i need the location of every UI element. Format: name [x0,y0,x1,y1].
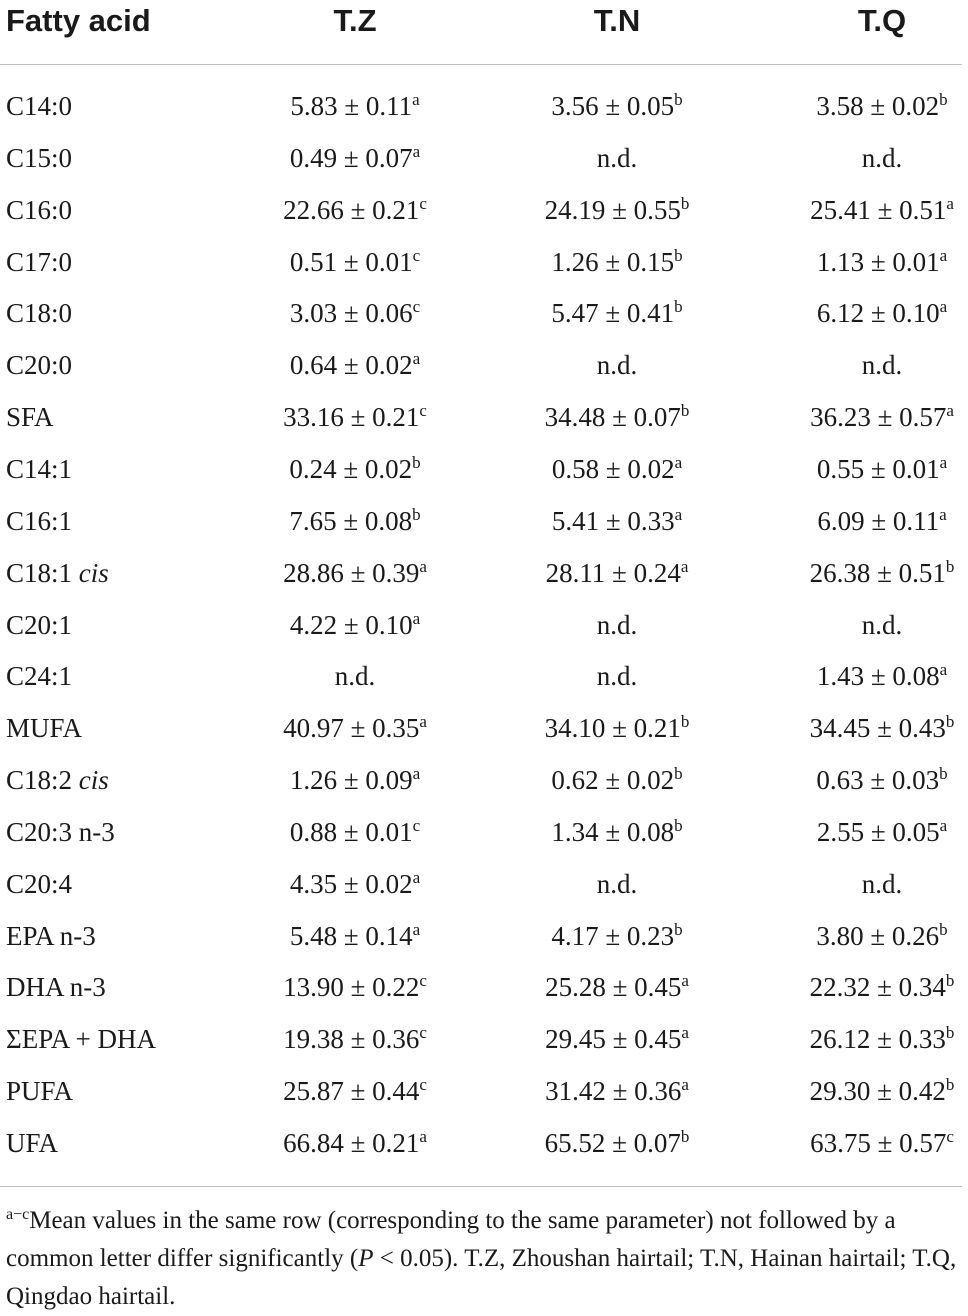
cell-value: 3.56 ± 0.05 [551,91,675,121]
significance-letter: b [680,193,690,213]
cell-value: 4.22 ± 0.10 [289,609,413,640]
table-cell [551,806,682,858]
footnote-p-symbol: P [358,1245,374,1272]
table-cell [810,702,955,754]
significance-letter: a [412,141,421,161]
significance-letter: b [674,297,683,317]
table-cell [289,443,420,495]
significance-letter: a [412,867,421,887]
significance-letter: b [412,452,421,472]
cell-value: 25.41 ± 0.51 [810,194,947,225]
table-cell [551,910,682,962]
cell-value: 1.13 ± 0.01 [816,246,940,277]
row-label [6,287,72,339]
table-cell [817,236,947,288]
significance-letter: b [680,401,690,421]
table-cell [546,547,689,599]
significance-letter: b [674,815,683,835]
table-cell [551,287,682,339]
header-rule [0,64,962,65]
row-label-italic: cis [78,557,109,588]
table-row [0,910,968,962]
table-cell [283,961,427,1013]
table-cell [290,287,420,339]
row-label-text: C16:1 [6,505,73,536]
table-row [0,287,968,339]
cell-value: 31.42 ± 0.36 [545,1076,682,1107]
table-row [0,1013,968,1065]
table-cell [817,650,947,702]
significance-letter: a [681,1023,689,1043]
cell-value: 2.55 ± 0.05 [816,816,940,847]
cell-value: 3.58 ± 0.02 [816,91,940,121]
significance-letter: a [419,556,427,576]
significance-letter: a [939,815,948,835]
table-row [0,961,968,1013]
table-row [0,599,968,651]
cell-value: 36.23 ± 0.57 [810,402,947,433]
table-footnote [6,1202,964,1316]
cell-value: 33.16 ± 0.21 [283,402,420,433]
table-cell [545,961,689,1013]
table-row [0,1065,968,1117]
table-cell [816,754,947,806]
cell-value: n.d. [596,609,638,640]
row-label [6,236,72,288]
cell-value: 3.80 ± 0.26 [816,920,940,951]
significance-letter: a [946,401,954,421]
table-row [0,806,968,858]
significance-letter: b [674,245,683,265]
table-cell [289,495,420,547]
table-row [0,650,968,702]
table-cell [545,391,690,443]
cell-value: 0.58 ± 0.02 [551,453,675,484]
table-cell [283,1065,427,1117]
significance-letter: a [939,660,948,680]
table-cell [545,1013,689,1065]
row-label-text: C20:3 n-3 [6,816,115,847]
cell-value: 13.90 ± 0.22 [283,972,420,1003]
row-label [6,184,72,236]
table-cell [817,287,947,339]
significance-letter: a [419,1127,427,1146]
table-row [0,754,968,806]
table-row [0,495,968,547]
row-label-text: C16:0 [6,194,73,225]
table-cell [597,599,638,651]
significance-letter: c [419,1023,427,1043]
cell-value: 0.62 ± 0.02 [551,765,675,796]
table-row [0,184,968,236]
significance-letter: c [419,193,427,213]
row-label-text: C24:1 [6,661,73,692]
table-cell [810,547,955,599]
cell-value: 1.26 ± 0.15 [551,246,675,277]
table-cell [552,443,682,495]
table-cell [290,599,420,651]
cell-value: 5.83 ± 0.11 [290,91,413,121]
significance-letter: b [412,504,421,524]
cell-value: 3.03 ± 0.06 [289,298,413,329]
table-cell [290,339,420,391]
table-cell [552,495,682,547]
row-label-text: C14:0 [6,91,73,121]
row-label-text: MUFA [6,713,83,744]
table-cell [810,184,954,236]
row-label-text: C18:2 [6,765,79,796]
cell-value: 7.65 ± 0.08 [289,505,413,536]
cell-value: 6.09 ± 0.11 [817,505,940,536]
row-label [6,961,106,1013]
table-cell [817,495,946,547]
table-cell [545,184,690,236]
cell-value: 1.26 ± 0.09 [289,765,413,796]
significance-letter: a [939,245,948,265]
table-cell [290,80,419,132]
table-cell [283,391,427,443]
cell-value: 26.12 ± 0.33 [809,1024,946,1055]
significance-letter: c [419,1075,427,1095]
table-cell [816,80,947,132]
cell-value: 5.47 ± 0.41 [551,298,675,329]
significance-letter: a [680,556,689,576]
significance-letter: a [412,90,420,109]
significance-letter: a [412,919,421,939]
cell-value: 0.51 ± 0.01 [289,246,413,277]
cell-value: 0.24 ± 0.02 [289,453,413,484]
cell-value: 22.32 ± 0.34 [809,972,946,1003]
table-cell [817,443,947,495]
table-cell [283,547,427,599]
cell-value: 1.34 ± 0.08 [551,816,675,847]
cell-value: 40.97 ± 0.35 [283,713,420,744]
cell-value: 29.30 ± 0.42 [809,1076,946,1107]
table-cell [597,650,638,702]
row-label [6,910,96,962]
table-cell [862,599,903,651]
row-label [6,806,115,858]
row-label [6,80,72,132]
cell-value: 5.48 ± 0.14 [289,920,413,951]
row-label [6,1117,58,1169]
significance-letter: b [674,919,683,939]
row-label [6,754,109,806]
header-tq: T.Q [857,3,907,38]
significance-letter: a [681,1075,689,1095]
significance-letter: a [674,452,683,472]
table-row [0,443,968,495]
cell-value: 34.48 ± 0.07 [544,402,681,433]
cell-value: 5.41 ± 0.33 [551,505,675,536]
significance-letter: b [945,556,955,576]
row-label [6,339,72,391]
significance-letter: a [939,452,948,472]
row-label [6,132,72,184]
cell-value: 63.75 ± 0.57 [810,1128,947,1158]
table-cell [290,806,420,858]
significance-letter: c [419,401,427,421]
cell-value: 0.49 ± 0.07 [289,142,413,173]
footnote-text-1: Mean values in the same row (corresponding to the same parameter) not followed by a common letter differ significantly ( [6,1207,896,1272]
significance-letter: a [412,764,421,784]
table-cell [597,132,638,184]
table-header [0,0,968,50]
row-label-text: C20:4 [6,868,73,899]
cell-value: 0.55 ± 0.01 [816,453,940,484]
cell-value: 34.45 ± 0.43 [809,713,946,744]
cell-value: 25.28 ± 0.45 [545,972,682,1003]
significance-letter: c [412,297,421,317]
significance-letter: a [419,712,427,732]
row-label [6,547,109,599]
table-cell [335,650,376,702]
table-row [0,339,968,391]
table-cell [290,858,420,910]
significance-letter: b [680,1127,690,1146]
cell-value: 26.38 ± 0.51 [809,557,946,588]
table-cell [862,132,903,184]
row-label-text: C18:1 [6,557,79,588]
table-cell [862,339,903,391]
significance-letter: a [939,504,947,524]
cell-value: 29.45 ± 0.45 [545,1024,682,1055]
header-tz: T.Z [333,3,377,38]
significance-letter: c [412,815,421,835]
cell-value: 28.11 ± 0.24 [545,557,681,588]
cell-value: 34.10 ± 0.21 [544,713,681,744]
table-cell [810,391,954,443]
row-label-text: C20:1 [6,609,73,640]
significance-letter: b [945,971,955,991]
cell-value: 28.86 ± 0.39 [283,557,420,588]
table-cell [810,961,955,1013]
cell-value: n.d. [596,142,638,173]
table-cell [816,910,947,962]
table-cell [551,236,682,288]
cell-value: 4.35 ± 0.02 [289,868,413,899]
row-label [6,391,54,443]
cell-value: n.d. [596,868,638,899]
significance-letter: c [946,1127,954,1146]
cell-value: n.d. [334,661,376,692]
cell-value: 1.43 ± 0.08 [816,661,940,692]
table-cell [551,754,682,806]
significance-letter: b [939,90,948,109]
table-cell [817,806,947,858]
row-label-text: C17:0 [6,246,73,277]
row-label [6,650,72,702]
row-label [6,599,72,651]
significance-letter: a [939,297,948,317]
cell-value: n.d. [861,609,903,640]
significance-letter: b [939,919,948,939]
cell-value: 0.63 ± 0.03 [816,765,940,796]
significance-letter: a [412,608,421,628]
significance-letter: b [945,712,955,732]
significance-letter: b [674,764,683,784]
table-cell [545,702,690,754]
table-row [0,132,968,184]
table-row [0,236,968,288]
table-cell [551,80,682,132]
row-label-text: SFA [6,402,54,433]
significance-letter: b [674,90,683,109]
row-label-text: EPA n-3 [6,920,96,951]
table-cell [810,1013,955,1065]
footnote-superscript: a−c [6,1206,30,1223]
footnote-text-2: < 0.05). T.Z, Zhoushan hairtail; T.N, Hainan hairtail; T.Q, Qingdao hairtail. [6,1245,957,1310]
significance-letter: a [412,349,421,369]
row-label [6,1065,73,1117]
table-row [0,1117,968,1169]
header-tn: T.N [593,3,641,38]
table-cell [283,702,427,754]
row-label [6,443,72,495]
cell-value: 65.52 ± 0.07 [544,1128,681,1158]
table-cell [290,910,420,962]
table-cell [810,1065,955,1117]
significance-letter: b [939,764,948,784]
row-label-text: UFA [6,1128,59,1158]
table-cell [545,1065,689,1117]
cell-value: 66.84 ± 0.21 [283,1128,420,1158]
significance-letter: c [419,971,427,991]
significance-letter: b [945,1075,955,1095]
cell-value: n.d. [861,142,903,173]
table-row [0,80,968,132]
row-label-text: ΣEPA + DHA [6,1024,156,1055]
table-cell [810,1117,954,1169]
cell-value: n.d. [596,661,638,692]
row-label-italic: cis [78,765,109,796]
table-cell [283,1117,427,1169]
cell-value: n.d. [861,868,903,899]
cell-value: 24.19 ± 0.55 [544,194,681,225]
cell-value: 19.38 ± 0.36 [283,1024,420,1055]
cell-value: 6.12 ± 0.10 [816,298,940,329]
row-label-text: C14:1 [6,453,73,484]
table-cell [545,1117,690,1169]
row-label-text: C18:0 [6,298,73,329]
row-label-text: DHA n-3 [6,972,106,1003]
cell-value: n.d. [596,350,638,381]
cell-value: 22.66 ± 0.21 [283,194,420,225]
table-cell [597,858,638,910]
table-row [0,391,968,443]
significance-letter: a [681,971,689,991]
significance-letter: c [412,245,421,265]
row-label [6,495,72,547]
significance-letter: a [674,504,683,524]
cell-value: 4.17 ± 0.23 [551,920,675,951]
table-row [0,858,968,910]
significance-letter: a [946,193,954,213]
cell-value: 0.64 ± 0.02 [289,350,413,381]
row-label-text: C20:0 [6,350,73,381]
table-row [0,702,968,754]
row-label-text: PUFA [6,1076,74,1107]
table-cell [862,858,903,910]
significance-letter: b [945,1023,955,1043]
row-label [6,702,82,754]
footer-rule [0,1186,962,1187]
table-cell [290,132,420,184]
header-fatty-acid: Fatty acid [6,3,151,38]
significance-letter: b [680,712,690,732]
table-cell [283,184,427,236]
cell-value: n.d. [861,350,903,381]
table-row [0,547,968,599]
table-cell [597,339,638,391]
row-label [6,858,72,910]
table-cell [283,1013,427,1065]
table-cell [290,754,420,806]
row-label-text: C15:0 [6,142,73,173]
cell-value: 0.88 ± 0.01 [289,816,413,847]
table-cell [290,236,420,288]
cell-value: 25.87 ± 0.44 [283,1076,420,1107]
row-label [6,1013,156,1065]
